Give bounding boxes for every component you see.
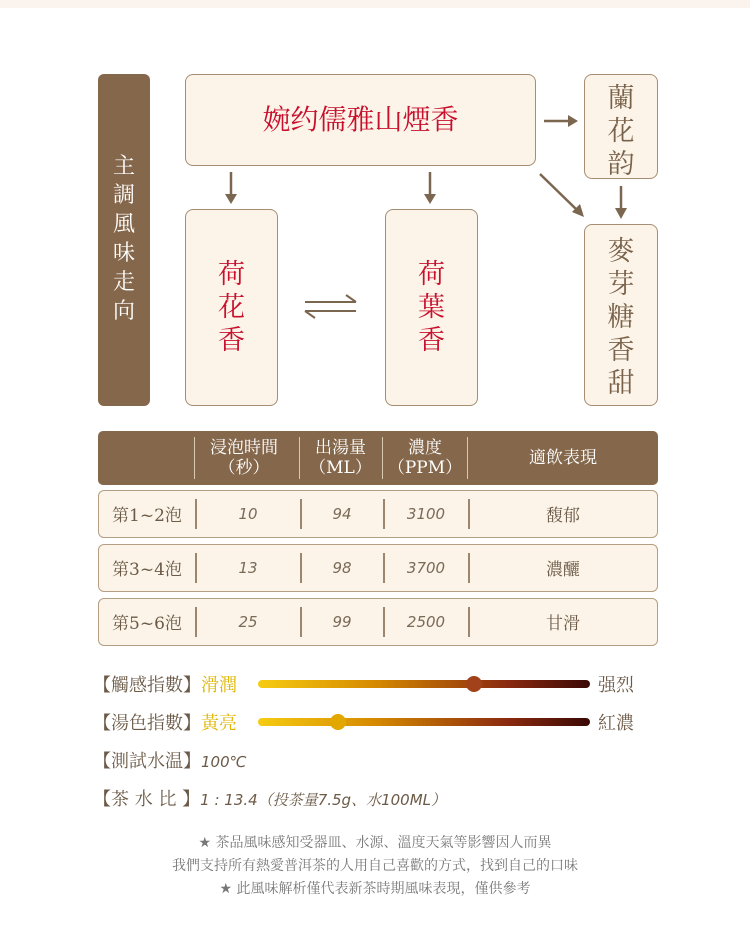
ratio-value: 1 : 13.4（投茶量7.5g、水100ML） bbox=[200, 791, 447, 809]
cell-volume: 94 bbox=[332, 504, 352, 523]
malt-sugar-text: 麥 芽 糖 香 甜 bbox=[607, 236, 635, 399]
ratio-label: 【茶 水 比 】1 : 13.4（投茶量7.5g、水100ML） bbox=[93, 789, 447, 810]
table-header bbox=[98, 431, 658, 485]
cell-ppm: 3700 bbox=[406, 558, 446, 577]
mouthfeel-high: 强烈 bbox=[598, 675, 634, 696]
note-line-2: 我們支持所有熱愛普洱茶的人用自己喜歡的方式，找到自己的口味 bbox=[172, 858, 578, 874]
cell-taste: 馥郁 bbox=[546, 506, 580, 526]
arrow-diagonal-malt bbox=[540, 174, 584, 217]
liquor-color-low: 黃亮 bbox=[201, 713, 237, 734]
lotus-flower-text: 荷 花 香 bbox=[218, 259, 245, 356]
arrow-down-malt bbox=[615, 186, 627, 219]
table-row bbox=[98, 544, 658, 592]
cell-time: 13 bbox=[238, 558, 258, 577]
liquor-color-marker bbox=[330, 714, 346, 730]
cell-taste: 濃釃 bbox=[546, 560, 580, 580]
flow-arrows bbox=[0, 0, 750, 420]
orchid-text: 蘭 花 韵 bbox=[607, 83, 635, 180]
cell-taste: 甘滑 bbox=[546, 614, 580, 634]
mouthfeel-bar bbox=[258, 680, 590, 688]
water-temp-value: 100℃ bbox=[201, 753, 247, 771]
cell-volume: 98 bbox=[332, 558, 352, 577]
cell-infusion: 第1~2泡 bbox=[112, 506, 182, 526]
mouthfeel-low: 滑潤 bbox=[201, 675, 237, 696]
note-line-3: ★ 此風味解析僅代表新茶時期風味表現，僅供參考 bbox=[219, 881, 531, 897]
flavor-direction-label: 主 調 風 味 走 向 bbox=[98, 74, 150, 406]
liquor-color-label: 【湯色指數】黃亮 bbox=[93, 713, 237, 734]
liquor-color-bar bbox=[258, 718, 590, 726]
header-ppm: 濃度 （PPM） bbox=[387, 438, 463, 478]
arrow-down-lotus-leaf bbox=[424, 172, 436, 204]
header-taste: 適飲表現 bbox=[529, 448, 597, 468]
main-aroma-text: 婉约儒雅山煙香 bbox=[262, 103, 459, 136]
table-row bbox=[98, 490, 658, 538]
cell-volume: 99 bbox=[332, 612, 352, 631]
mouthfeel-marker bbox=[466, 676, 482, 692]
cell-infusion: 第3~4泡 bbox=[112, 560, 182, 580]
header-volume: 出湯量 （ML） bbox=[309, 438, 372, 478]
cell-ppm: 3100 bbox=[406, 504, 446, 523]
cell-time: 10 bbox=[238, 504, 258, 523]
water-temp-label: 【測試水温】100℃ bbox=[93, 751, 247, 772]
liquor-color-high: 紅濃 bbox=[598, 713, 634, 734]
cell-infusion: 第5~6泡 bbox=[112, 614, 182, 634]
exchange-arrows bbox=[305, 295, 356, 318]
arrow-right-orchid bbox=[544, 115, 578, 127]
cell-time: 25 bbox=[238, 612, 258, 631]
mouthfeel-label: 【觸感指數】滑潤 bbox=[93, 675, 237, 696]
arrow-down-lotus-flower bbox=[225, 172, 237, 204]
note-line-1: ★ 茶品風味感知受器皿、水源、溫度天氣等影響因人而異 bbox=[198, 835, 552, 851]
lotus-leaf-text: 荷 葉 香 bbox=[418, 259, 445, 356]
header-time: 浸泡時間 （秒） bbox=[210, 438, 278, 478]
cell-ppm: 2500 bbox=[406, 612, 446, 631]
table-row bbox=[98, 598, 658, 646]
